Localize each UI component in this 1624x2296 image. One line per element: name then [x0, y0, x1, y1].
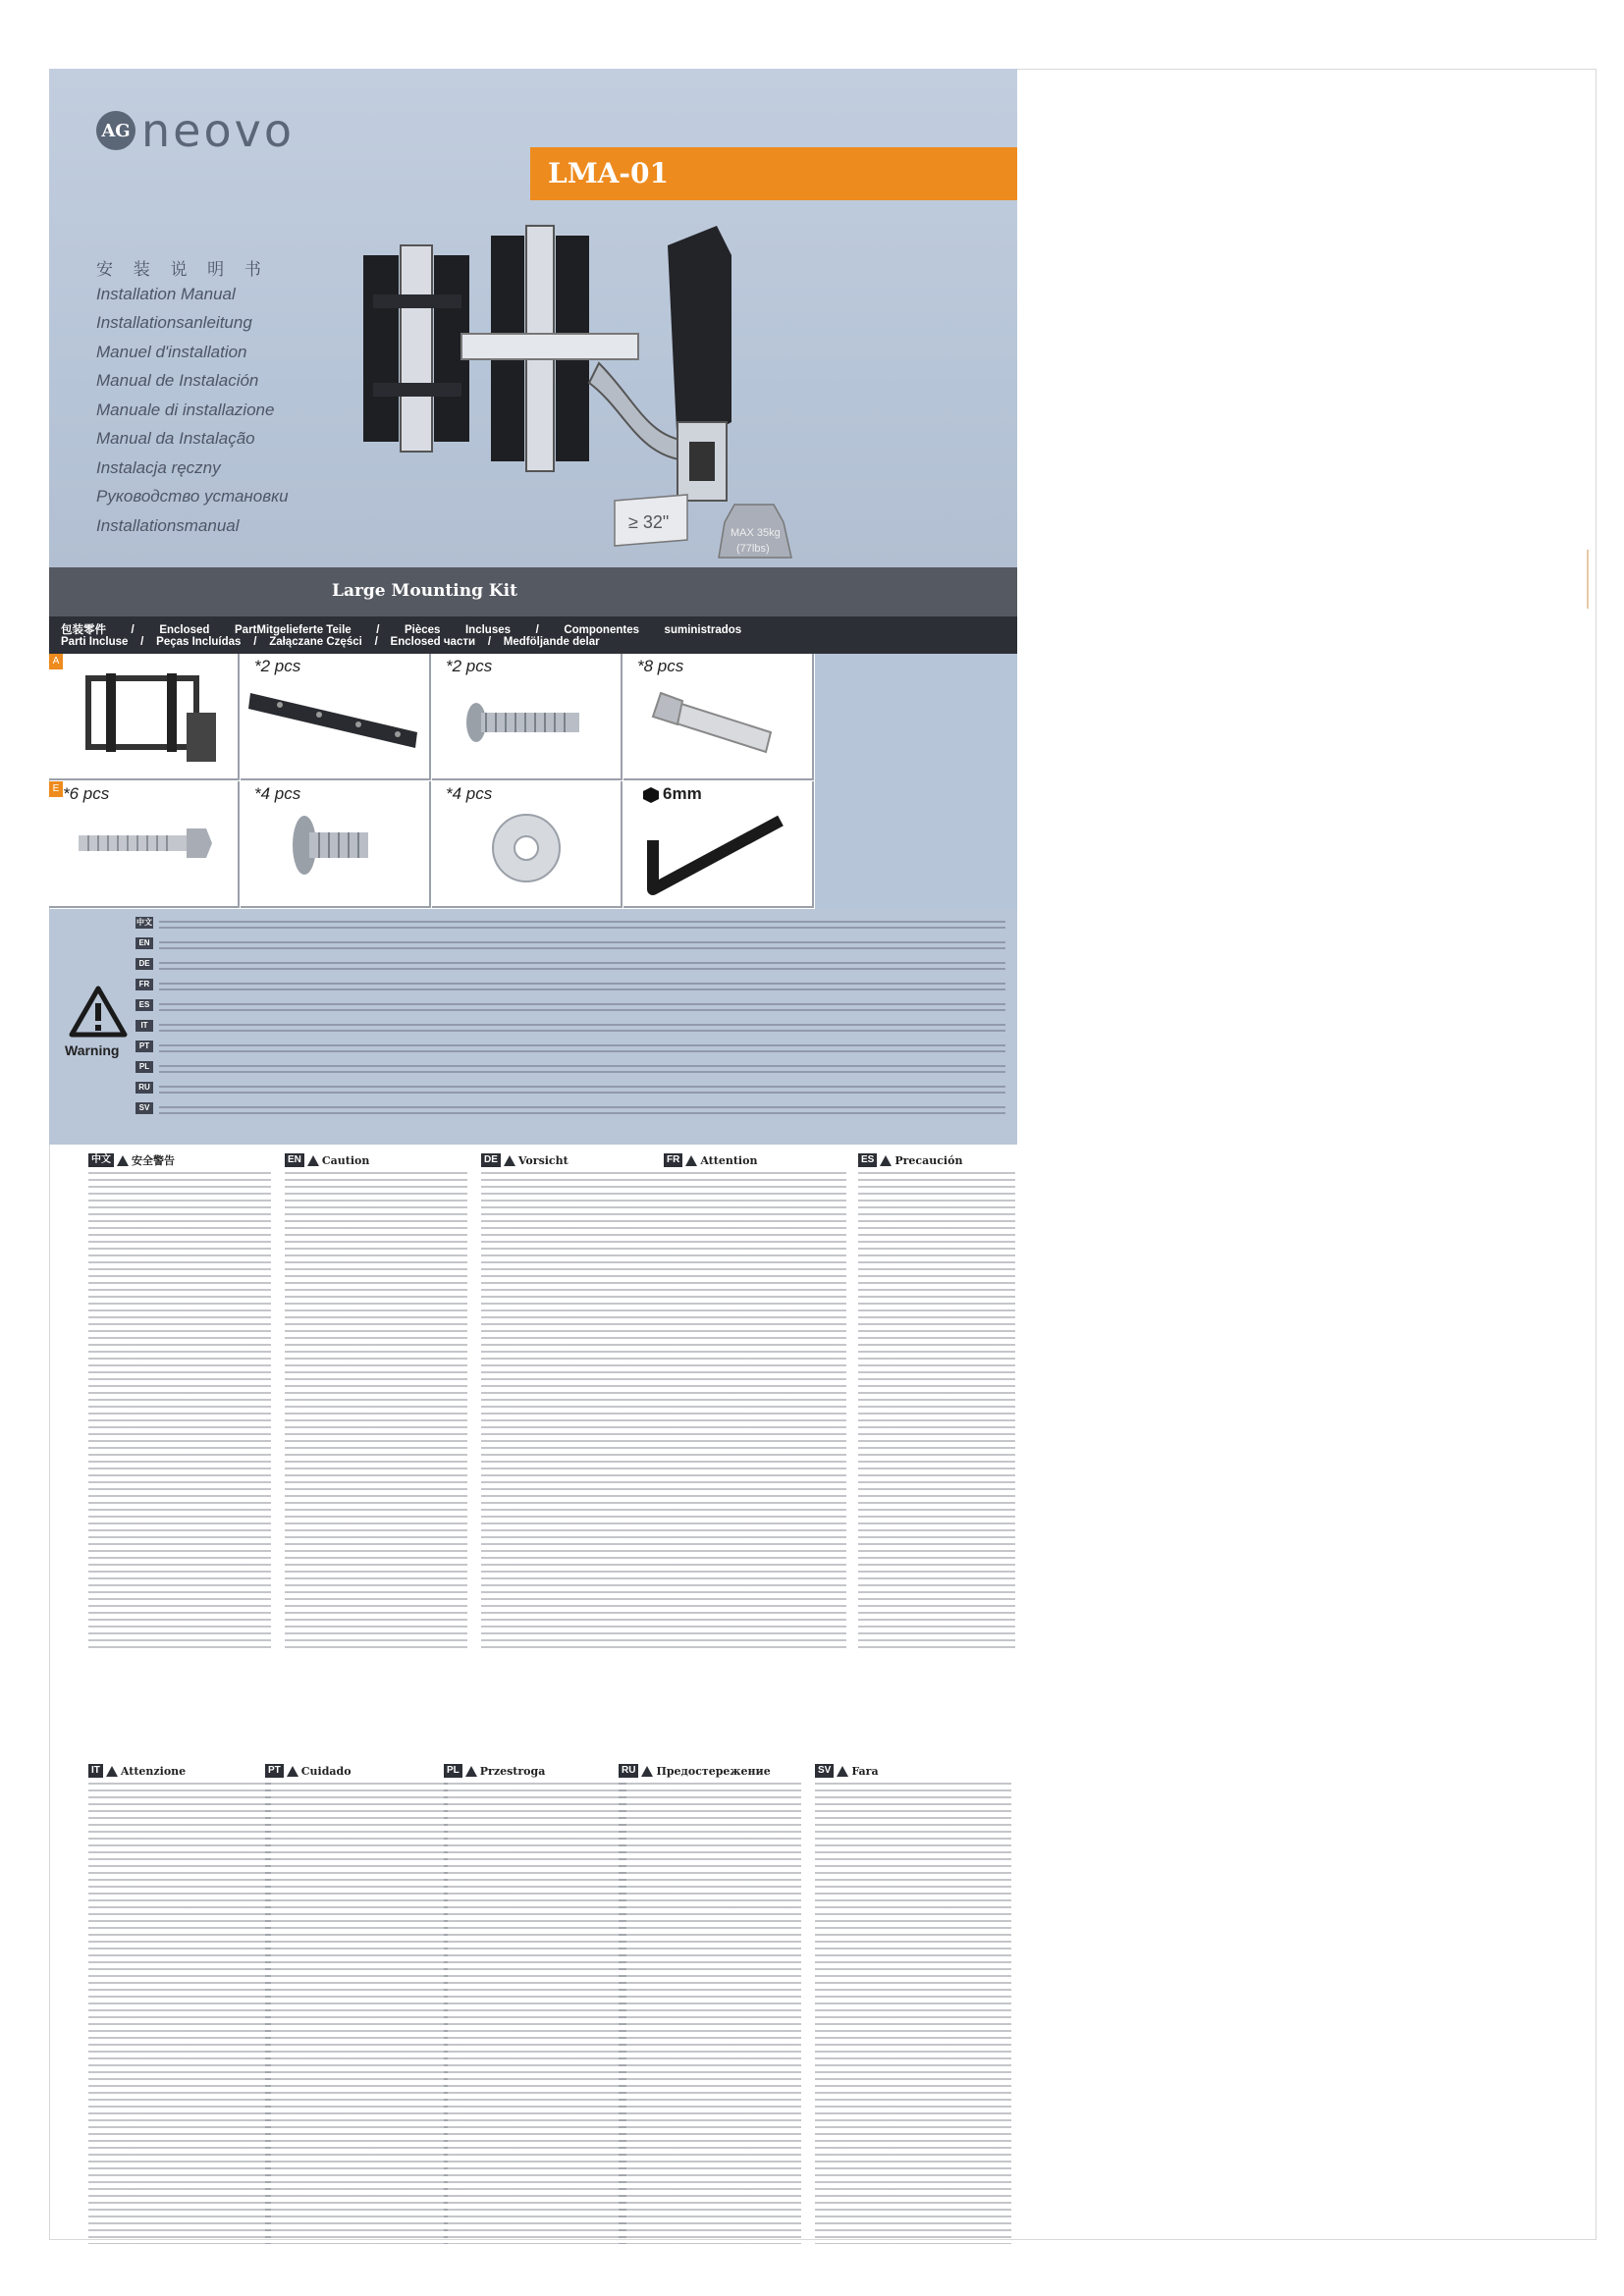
part-tag: E — [49, 781, 63, 797]
lang-tag: PT — [135, 1041, 153, 1052]
warning-text — [159, 1044, 1005, 1052]
part-cell — [49, 654, 240, 780]
spec-badges — [609, 493, 805, 561]
max-load-lbs: (77lbs) — [736, 543, 770, 555]
warning-row — [135, 999, 1005, 1020]
manual-title: Installation Manual — [96, 284, 236, 303]
brand-logo — [96, 104, 295, 157]
warning-text — [159, 1003, 1005, 1011]
caution-title: Vorsicht — [517, 1153, 568, 1167]
caution-icon — [880, 1155, 892, 1166]
brand-name: neovo — [141, 104, 295, 157]
kit-title-bar — [49, 567, 1017, 616]
part-quantity: *4 pcs — [446, 784, 493, 803]
part-quantity: *2 pcs — [254, 657, 301, 675]
caution-icon — [465, 1766, 477, 1777]
wall-mount-image — [344, 216, 766, 520]
caution-lang: DE — [481, 1153, 501, 1167]
included-line: Parti Incluse / Peças Incluídas / Załączane Części / Enclosed части / Medföljande delar — [61, 636, 600, 648]
manual-title: Instalacja ręczny — [96, 457, 221, 477]
caution-text — [481, 1172, 664, 1653]
manual-title: Manuel d'installation — [96, 342, 247, 361]
caution-lang: ES — [858, 1153, 877, 1167]
caution-icon — [106, 1766, 118, 1777]
included-line: 包装零件 / Enclosed PartMitgelieferte Teile / Pièces Incluses / Componentes suministrados — [61, 624, 742, 636]
lang-tag: 中文 — [136, 918, 152, 927]
brand-badge: AG — [96, 111, 135, 150]
caution-title: Caution — [321, 1153, 370, 1167]
warning-row — [135, 1061, 1005, 1082]
caution-lang: RU — [619, 1764, 638, 1778]
part-cell — [623, 654, 814, 780]
caution-title: Fara — [851, 1764, 879, 1778]
caution-icon — [287, 1766, 298, 1777]
caution-block — [619, 1763, 801, 2244]
caution-text — [664, 1172, 846, 1653]
caution-icon — [685, 1155, 697, 1166]
part-cell — [432, 654, 623, 780]
cover-section — [49, 69, 1017, 567]
caution-lang: PL — [444, 1764, 462, 1778]
caution-lang: SV — [815, 1764, 834, 1778]
lang-tag: FR — [135, 979, 153, 990]
manual-title-list — [96, 255, 289, 545]
edge-rule — [1587, 550, 1589, 609]
caution-icon — [307, 1155, 319, 1166]
manual-title: Manual de Instalación — [96, 371, 259, 390]
warning-row — [135, 1041, 1005, 1061]
max-load-badge: MAX 35kg — [731, 527, 781, 539]
caution-text — [858, 1172, 1015, 1653]
warning-text — [159, 1086, 1005, 1094]
hex-key-image — [623, 781, 812, 906]
warning-text — [159, 1024, 1005, 1032]
parts-grid-filler — [815, 654, 1017, 909]
warning-row — [135, 958, 1005, 979]
caution-title: Attention — [700, 1153, 758, 1167]
part-quantity: *6 pcs — [63, 784, 110, 803]
kit-title: Large Mounting Kit — [332, 581, 517, 601]
size-badge: ≥ 32" — [628, 512, 670, 532]
caution-text — [619, 1783, 801, 2244]
warning-row — [135, 1102, 1005, 1123]
caution-icon — [117, 1155, 129, 1166]
part-tag: A — [49, 654, 63, 669]
warning-text-list — [135, 917, 1005, 1123]
caution-lang: EN — [285, 1153, 304, 1167]
caution-block — [285, 1152, 467, 1653]
model-name: LMA-01 — [548, 157, 669, 189]
warning-text — [159, 1106, 1005, 1114]
warning-icon — [67, 986, 130, 1039]
manual-title: Manual da Instalação — [96, 429, 255, 448]
warning-row — [135, 979, 1005, 999]
part-quantity: 6mm — [663, 784, 702, 803]
caution-text — [88, 1783, 271, 2244]
caution-text — [285, 1172, 467, 1653]
short-screw-image — [241, 781, 429, 906]
part-quantity: *2 pcs — [446, 657, 493, 675]
warning-row — [135, 917, 1005, 937]
caution-block — [481, 1152, 664, 1653]
caution-block — [88, 1763, 271, 2244]
lang-tag: DE — [135, 958, 153, 970]
caution-title: Przestroga — [479, 1764, 546, 1778]
caution-columns — [49, 1145, 1017, 2238]
caution-block — [88, 1152, 271, 1653]
part-cell — [241, 654, 431, 780]
caution-title: Attenzione — [120, 1764, 187, 1778]
part-cell — [49, 781, 240, 908]
caution-text — [265, 1783, 448, 2244]
caution-lang: FR — [664, 1153, 682, 1167]
lang-tag: ES — [135, 999, 153, 1011]
wall-anchor-image — [623, 654, 812, 778]
caution-lang: IT — [88, 1764, 103, 1778]
manual-title: Installationsanleitung — [96, 313, 252, 332]
warning-text — [159, 921, 1005, 929]
manual-title: Manuale di installazione — [96, 400, 275, 419]
long-screw-image — [432, 654, 621, 778]
warning-row — [135, 1020, 1005, 1041]
warning-text — [159, 983, 1005, 990]
part-quantity: *4 pcs — [254, 784, 301, 803]
caution-block — [265, 1763, 448, 2244]
caution-text — [815, 1783, 1011, 2244]
caution-title: 安全警告 — [132, 1154, 175, 1167]
rail-bracket-image — [241, 654, 429, 778]
lang-tag: SV — [135, 1102, 153, 1114]
caution-icon — [837, 1766, 848, 1777]
caution-lang: 中文 — [88, 1153, 114, 1167]
mount-assembly-image — [49, 654, 238, 778]
warning-text — [159, 962, 1005, 970]
included-parts-bar — [49, 616, 1017, 654]
lang-tag: PL — [135, 1061, 153, 1073]
manual-title: 安 装 说 明 书 — [96, 260, 269, 279]
caution-block — [815, 1763, 1011, 2244]
caution-text — [444, 1783, 626, 2244]
lang-tag: RU — [135, 1082, 153, 1094]
caution-icon — [504, 1155, 515, 1166]
lang-tag: EN — [135, 937, 153, 949]
washer-image — [432, 781, 621, 906]
part-cell — [432, 781, 623, 908]
manual-panel — [49, 69, 1017, 2238]
caution-block — [858, 1152, 1015, 1653]
parts-grid — [49, 654, 1017, 909]
warning-label: Warning — [65, 1042, 120, 1058]
lag-bolt-image — [49, 781, 238, 906]
warning-section — [49, 909, 1017, 1145]
model-banner — [530, 147, 1017, 200]
lang-tag: IT — [135, 1020, 153, 1032]
manual-title: Installationsmanual — [96, 515, 240, 535]
caution-lang: PT — [265, 1764, 284, 1778]
caution-block — [664, 1152, 846, 1653]
warning-text — [159, 941, 1005, 949]
warning-text — [159, 1065, 1005, 1073]
caution-title: Предостережение — [656, 1764, 771, 1778]
warning-row — [135, 1082, 1005, 1102]
part-quantity: *8 pcs — [637, 657, 684, 675]
part-cell — [623, 781, 814, 908]
caution-icon — [641, 1766, 653, 1777]
caution-block — [444, 1763, 626, 2244]
caution-text — [88, 1172, 271, 1653]
warning-row — [135, 937, 1005, 958]
caution-title: Cuidado — [300, 1764, 352, 1778]
manual-title: Руководство установки — [96, 487, 289, 506]
part-cell — [241, 781, 431, 908]
caution-title: Precaución — [894, 1153, 963, 1167]
